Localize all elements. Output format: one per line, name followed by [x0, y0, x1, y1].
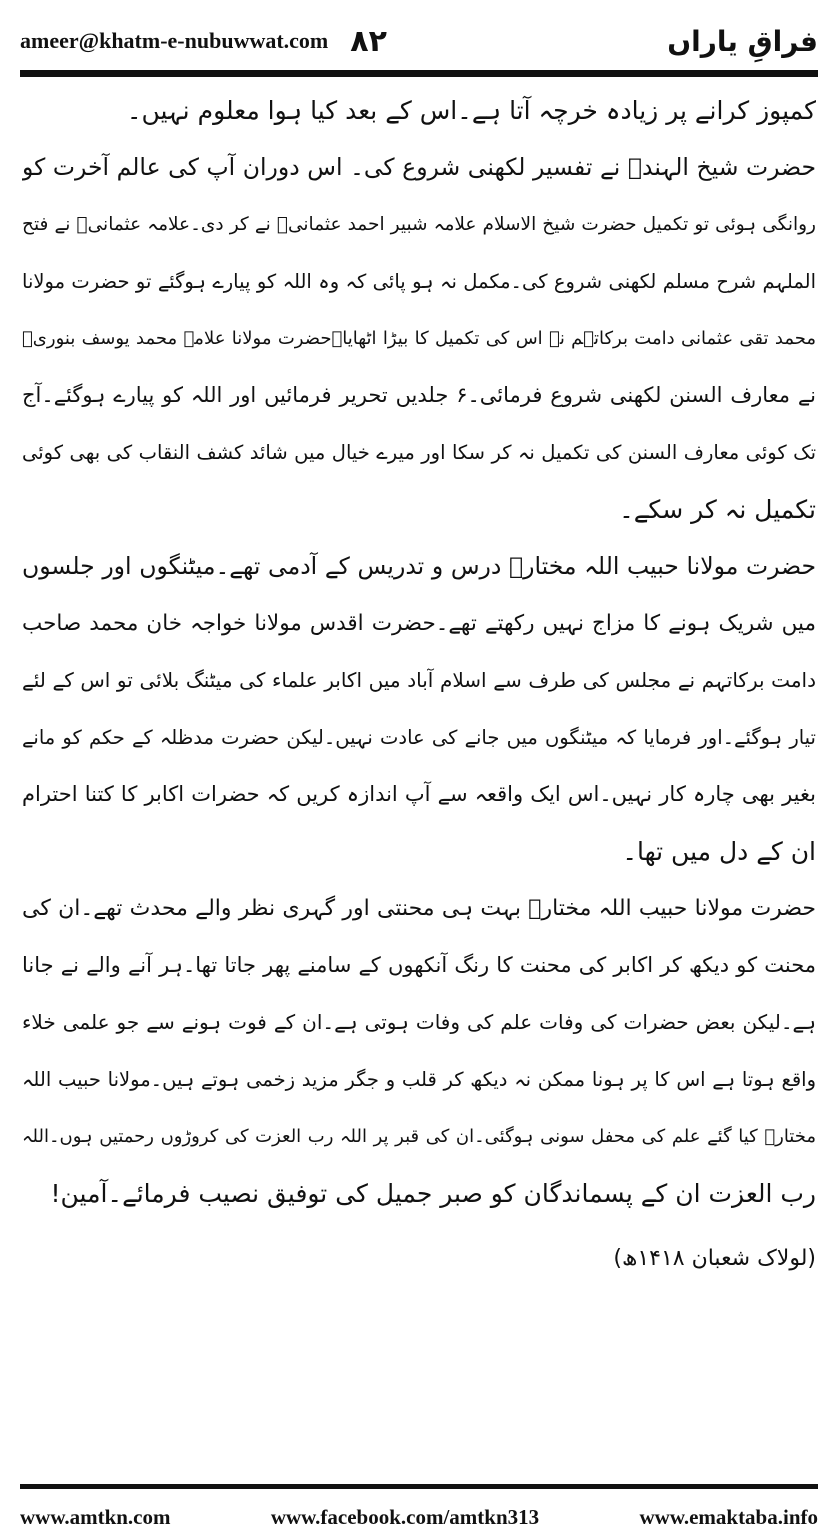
text-line: روانگی ہوئی تو تکمیل حضرت شیخ الاسلام علامہ شبیر احمد عثمانیؒ نے کر دی۔علامہ عثمانیؒ نے فتح [22, 214, 816, 235]
citation: (لولاک شعبان ۱۴۱۸ھ) [613, 1246, 816, 1271]
text-line: الملہم شرح مسلم لکھنی شروع کی۔مکمل نہ ہو پائی کہ وہ اللہ کو پیارے ہوگئے تو حضرت مولانا [22, 270, 816, 293]
paragraph-list [22, 82, 816, 1222]
text-line: محنت کو دیکھ کر اکابر کی محنت کا رنگ آنکھوں کے سامنے پھر جاتا تھا۔ہر آنے والے نے جانا [22, 953, 816, 977]
page-body [22, 82, 816, 1287]
text-line: محمد تقی عثمانی دامت برکاتہم نے اس کی تکمیل کا بیڑا اٹھایا۔حضرت مولانا علامہ محمد یوسف بنوریؒ [22, 328, 816, 349]
text-line: تکمیل نہ کر سکے۔ [619, 495, 816, 524]
text-line: تیار ہوگئے۔اور فرمایا کہ میٹنگوں میں جانے کی عادت نہیں۔لیکن حضرت مدظلہ کے حکم کو مانے [22, 726, 816, 749]
book-title: فراقِ یاراں [667, 24, 818, 58]
text-line: بغیر بھی چارہ کار نہیں۔اس ایک واقعہ سے آپ اندازہ کریں کہ حضرات اکابر کا کتنا احترام [22, 782, 816, 806]
header-email: ameer@khatm-e-nubuwwat.com [20, 28, 329, 53]
footer-divider [20, 1484, 818, 1489]
header-left-group [20, 24, 387, 59]
text-line: ان کے دل میں تھا۔ [622, 837, 816, 866]
footer-link-emaktaba[interactable]: www.emaktaba.info [639, 1504, 818, 1529]
paragraph [22, 82, 816, 139]
text-line: مختارؒ کیا گئے علم کی محفل سونی ہوگئی۔ان کی قبر پر اللہ رب العزت کی کروڑوں رحمتیں ہوں۔اللہ [22, 1126, 816, 1147]
text-line: حضرت مولانا حبیب اللہ مختارؒ درس و تدریس کے آدمی تھے۔میٹنگوں اور جلسوں [22, 552, 816, 580]
text-line: رب العزت ان کے پسماندگان کو صبر جمیل کی توفیق نصیب فرمائے۔آمین! [50, 1179, 816, 1208]
text-line: ہے۔لیکن بعض حضرات کی وفات علم کی وفات ہوتی ہے۔ان کے فوت ہونے سے جو علمی خلاء [22, 1010, 816, 1034]
text-line: حضرت شیخ الہندؒ نے تفسیر لکھنی شروع کی۔ اس دوران آپ کی عالم آخرت کو [22, 153, 816, 181]
text-line: نے معارف السنن لکھنی شروع فرمائی۔۶ جلدیں تحریر فرمائیں اور اللہ کو پیارے ہوگئے۔آج [22, 383, 816, 407]
page-footer [20, 1500, 818, 1534]
page-number: ۸۲ [350, 23, 387, 59]
paragraph [22, 139, 816, 538]
text-line: دامت برکاتہم نے مجلس کی طرف سے اسلام آباد میں اکابر علماء کی میٹنگ بلائی تو اس کے لئے [22, 668, 816, 692]
text-line: تک کوئی معارف السنن کی تکمیل نہ کر سکا اور میرے خیال میں شائد کشف النقاب کی بھی کوئی [22, 441, 816, 464]
footer-link-facebook[interactable]: www.facebook.com/amtkn313 [270, 1504, 540, 1529]
paragraph [22, 880, 816, 1222]
text-line: حضرت مولانا حبیب اللہ مختارؒ بہت ہی محنتی اور گہری نظر والے محدث تھے۔ان کی [22, 896, 816, 921]
paragraph [22, 538, 816, 880]
page-header [20, 18, 818, 64]
text-line: واقع ہوتا ہے اس کا پر ہونا ممکن نہ دیکھ کر قلب و جگر مزید زخمی ہوتے ہیں۔مولانا حبیب اللہ [22, 1068, 816, 1091]
footer-link-amtkn[interactable]: www.amtkn.com [20, 1504, 171, 1529]
text-line: میں شریک ہونے کا مزاج نہیں رکھتے تھے۔حضرت اقدس مولانا خواجہ خان محمد صاحب [22, 611, 816, 636]
text-line: کمپوز کرانے پر زیادہ خرچہ آتا ہے۔اس کے بعد کیا ہوا معلوم نہیں۔ [126, 96, 816, 125]
header-divider [20, 70, 818, 77]
